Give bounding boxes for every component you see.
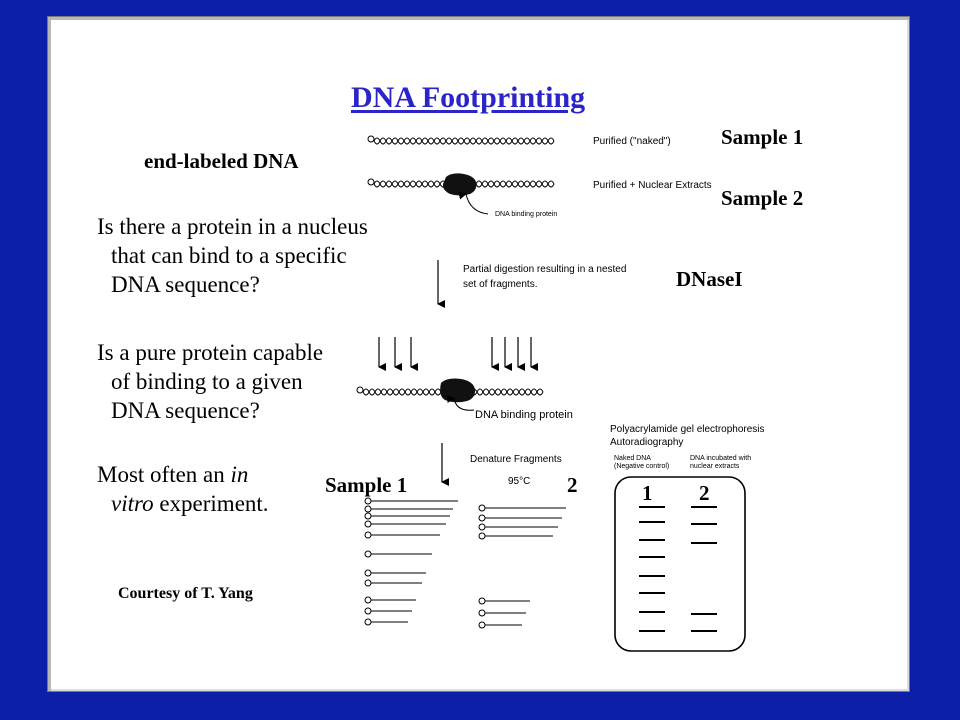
gel-label-line-1: Polyacrylamide gel electrophoresis — [610, 424, 765, 435]
sample-row-label-2: 2 — [567, 473, 578, 497]
footprinting-diagram — [48, 17, 909, 691]
sample-row-label: Sample 1 — [325, 473, 408, 497]
sample-1-label: Sample 1 — [721, 125, 804, 149]
question-1-line-3: DNA sequence? — [111, 272, 260, 297]
gel-box — [615, 477, 745, 651]
pointer-arrow-top — [466, 194, 488, 214]
question-1-line-1: Is there a protein in a nucleus — [97, 214, 368, 239]
incubated-line-1: DNA incubated with — [690, 455, 752, 462]
question-2-line-2: of binding to a given — [111, 369, 303, 394]
denature-label: Denature Fragments — [470, 454, 562, 465]
purified-nuclear-label: Purified + Nuclear Extracts — [593, 180, 712, 191]
fragments-sample-1 — [365, 498, 458, 625]
temperature-label: 95°C — [508, 476, 531, 487]
dnase-label: DNaseI — [676, 267, 743, 291]
protein-blob-lower — [440, 379, 475, 403]
fragments-sample-2 — [479, 505, 566, 628]
gel-bands-lane-2 — [691, 507, 717, 631]
gel-bands-lane-1 — [639, 507, 665, 631]
slide-title: DNA Footprinting — [351, 81, 586, 114]
gel-label-line-2: Autoradiography — [610, 437, 684, 448]
sample-2-label: Sample 2 — [721, 186, 804, 210]
question-3-prefix: Most often an — [97, 462, 231, 487]
question-1-line-2: that can bind to a specific — [111, 243, 347, 268]
question-3-italic-vitro: vitro — [111, 491, 154, 516]
slide — [47, 16, 910, 692]
courtesy-credit: Courtesy of T. Yang — [118, 585, 253, 602]
question-3-suffix: experiment. — [153, 491, 269, 516]
partial-digestion-line-1: Partial digestion resulting in a nested — [463, 264, 627, 275]
protein-blob-top — [443, 173, 477, 195]
dna-strand-naked — [368, 136, 554, 144]
question-3-italic-in: in — [230, 462, 249, 487]
partial-digestion-line-2: set of fragments. — [463, 279, 538, 290]
cut-arrows — [379, 337, 531, 367]
naked-dna-line-2: (Negative control) — [614, 463, 670, 470]
incubated-line-2: nuclear extracts — [690, 463, 740, 470]
binding-protein-label: DNA binding protein — [475, 409, 573, 421]
binding-protein-small-label: DNA binding protein — [495, 211, 558, 218]
purified-label: Purified ("naked") — [593, 136, 671, 147]
question-2-line-3: DNA sequence? — [111, 398, 260, 423]
naked-dna-line-1: Naked DNA — [614, 455, 651, 462]
gel-lane-2-label: 2 — [699, 481, 710, 505]
question-2-line-1: Is a pure protein capable — [97, 340, 324, 365]
gel-lane-1-label: 1 — [642, 481, 653, 505]
end-labeled-label: end-labeled DNA — [144, 149, 299, 173]
